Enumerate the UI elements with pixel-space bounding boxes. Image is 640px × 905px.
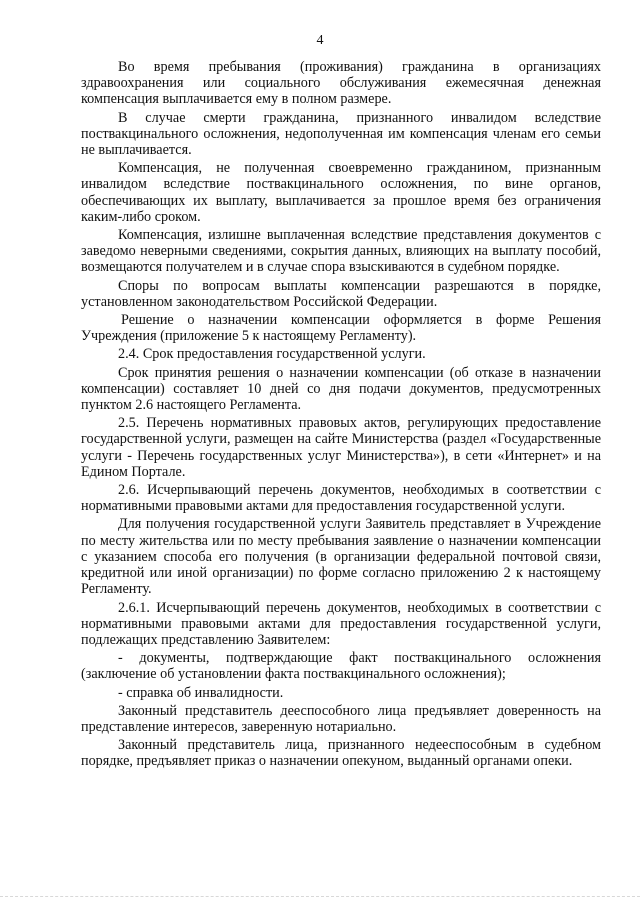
- paragraph-capable-representative: Законный представитель дееспособного лица предъявляет доверенность на представление интересов, заверенную нотариально.: [81, 702, 601, 735]
- paragraph-decision-term: Срок принятия решения о назначении компенсации (об отказе в назначении компенсации) составляет 10 дней со дня подачи документов, предусмотренных пунктом 2.6 настоящего Регламента.: [81, 364, 601, 414]
- paragraph-untimely-compensation: Компенсация, не полученная своевременно гражданином, признанным инвалидом вследствие поствакцинального осложнения, по вине органов, обеспечивающих их выплату, выплачивается за прошлое время без ограничения каким-либо сроком.: [81, 160, 601, 225]
- page-bottom-divider: [0, 896, 640, 898]
- paragraph-incapable-representative: Законный представитель лица, признанного недееспособным в судебном порядке, предъявляет приказ о назначении опекуном, выданный органами опеки.: [81, 737, 601, 770]
- section-2-6-documents-list: 2.6. Исчерпывающий перечень документов, необходимых в соответствии с нормативными правовыми актами для предоставления государственной услуги.: [81, 482, 601, 515]
- paragraph-overpaid-compensation: Компенсация, излишне выплаченная вследствие представления документов с заведомо неверными сведениями, сокрытия данных, влияющих на выплату пособий, возмещаются получателем и в случае спора взыскиваются в судебном порядке.: [81, 227, 601, 276]
- list-item-disability-certificate: - справка об инвалидности.: [118, 684, 284, 701]
- section-2-5-legal-acts: 2.5. Перечень нормативных правовых актов, регулирующих предоставление государственной услуги, размещен на сайте Министерства (раздел «Государственные услуги - Перечень государственных услуг Министерства»), в сети «Интернет» и на Едином Портале.: [81, 415, 601, 480]
- section-2-6-1-applicant-documents: 2.6.1. Исчерпывающий перечень документов, необходимых в соответствии с нормативными правовыми актами для предоставления государственной услуги, подлежащих представлению Заявителем:: [81, 599, 601, 648]
- paragraph-decision-form: Решение о назначении компенсации оформляется в форме Решения Учреждения (приложение 5 к настоящему Регламенту).: [81, 312, 601, 345]
- document-body: [81, 59, 601, 772]
- section-2-4-heading: 2.4. Срок предоставления государственной услуги.: [118, 346, 426, 363]
- paragraph-disputes: Споры по вопросам выплаты компенсации разрешаются в порядке, установленном законодательством Российской Федерации.: [81, 277, 601, 310]
- paragraph-application-submission: Для получения государственной услуги Заявитель представляет в Учреждение по месту жительства или по месту пребывания заявление о назначении компенсации с указанием способа его получения (в организации федеральной почтовой связи, кредитной или иной организации) по форме согласно приложению 2 к настоящему Регламенту.: [81, 516, 601, 598]
- paragraph-compensation-during-stay: Во время пребывания (проживания) гражданина в организациях здравоохранения или социального обслуживания ежемесячная денежная компенсация выплачивается ему в полном размере.: [81, 59, 601, 108]
- page-number: 4: [316, 33, 324, 48]
- list-item-complication-documents: - документы, подтверждающие факт поствакцинального осложнения (заключение об установлении факта поствакцинального осложнения);: [81, 650, 601, 683]
- paragraph-death-of-citizen: В случае смерти гражданина, признанного инвалидом вследствие поствакцинального осложнения, недополученная им компенсация членам его семьи не выплачивается.: [81, 109, 601, 159]
